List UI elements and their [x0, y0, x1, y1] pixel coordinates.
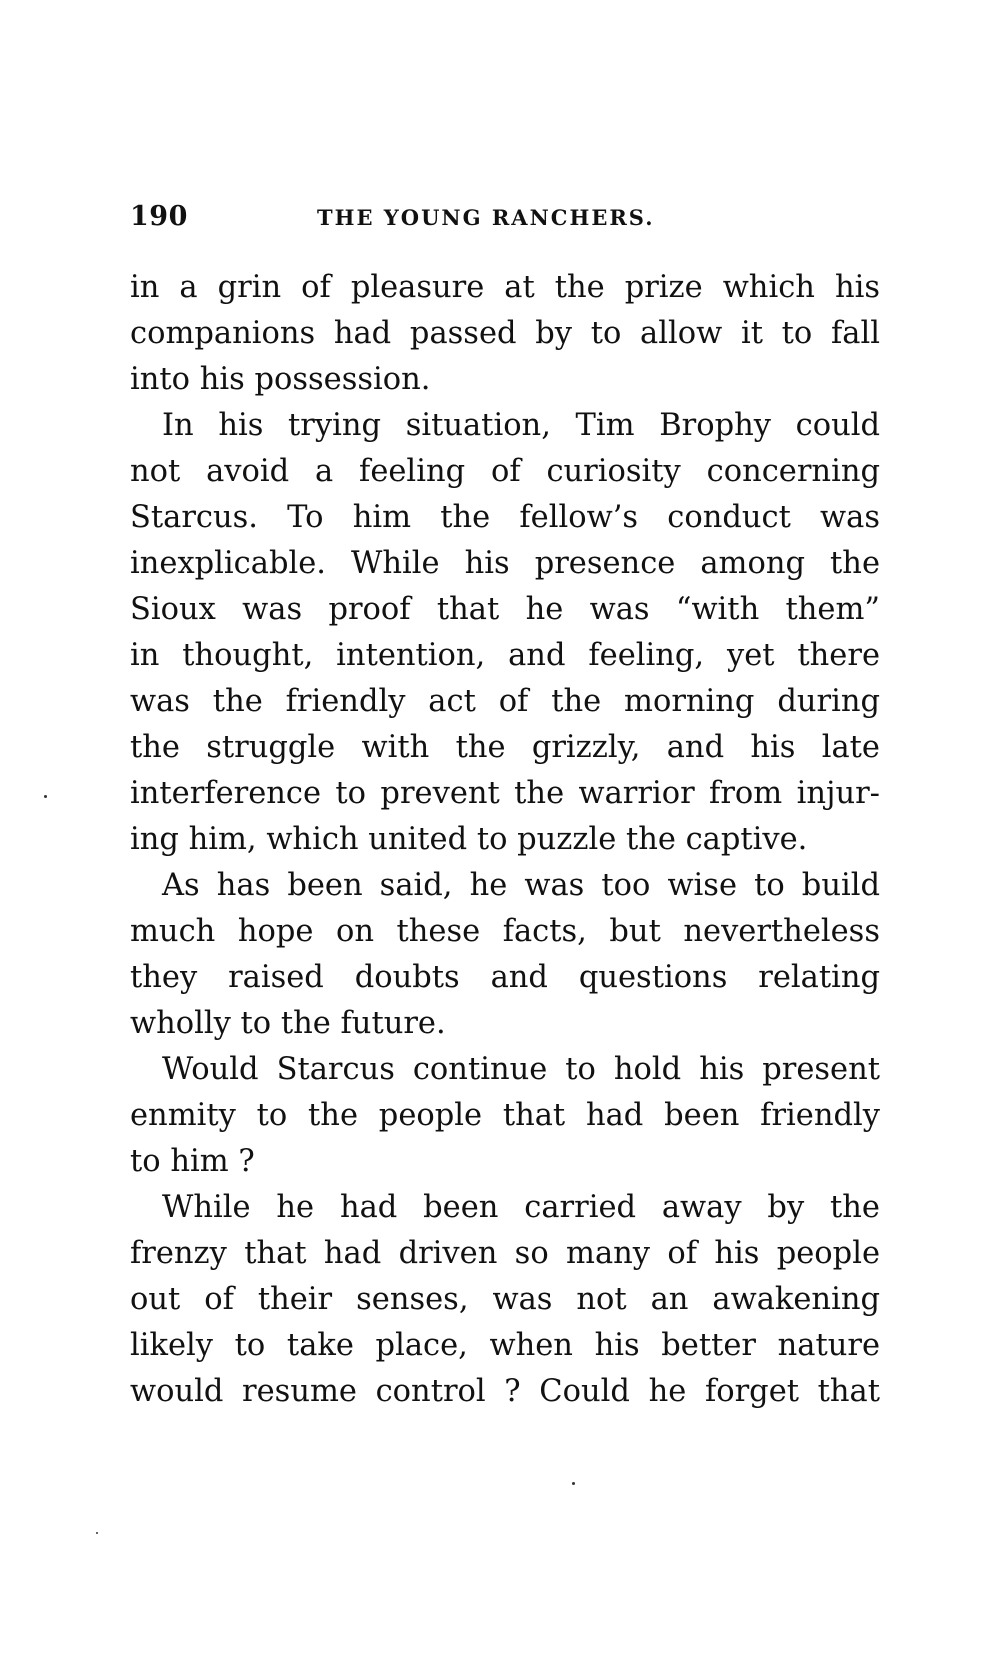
- text-line: enmity to the people that had been friendly: [130, 1098, 880, 1133]
- text-line: Sioux was proof that he was “with them”: [130, 592, 880, 627]
- text-line: ing him, which united to puzzle the captive.: [130, 822, 808, 857]
- paragraph-1: [130, 265, 880, 403]
- page-number: 190: [130, 201, 188, 232]
- text-line: in a grin of pleasure at the prize which his: [130, 270, 880, 305]
- text-line: As has been said, he was too wise to build: [162, 868, 880, 903]
- text-line: interference to prevent the warrior from injur-: [130, 776, 880, 811]
- running-head: THE YOUNG RANCHERS.: [317, 205, 655, 230]
- paper-speck: [96, 1532, 98, 1534]
- text-line: Starcus. To him the fellow’s conduct was: [130, 500, 880, 535]
- paper-speck: [572, 1482, 575, 1485]
- text-line: they raised doubts and questions relating: [130, 960, 880, 995]
- text-line: would resume control ? Could he forget that: [130, 1374, 880, 1409]
- text-line: Would Starcus continue to hold his present: [162, 1052, 880, 1087]
- page-header: [130, 201, 880, 241]
- text-line: companions had passed by to allow it to fall: [130, 316, 880, 351]
- text-line: out of their senses, was not an awakening: [130, 1282, 880, 1317]
- text-line: into his possession.: [130, 362, 431, 397]
- text-line: was the friendly act of the morning during: [130, 684, 880, 719]
- text-line: In his trying situation, Tim Brophy could: [162, 408, 880, 443]
- text-line: to him ?: [130, 1144, 255, 1179]
- paragraph-2: [130, 403, 880, 863]
- body-text: [130, 265, 880, 1415]
- paragraph-3: [130, 863, 880, 1047]
- text-line: much hope on these facts, but nevertheless: [130, 914, 880, 949]
- text-line: the struggle with the grizzly, and his late: [130, 730, 880, 765]
- text-line: likely to take place, when his better nature: [130, 1328, 880, 1363]
- text-line: frenzy that had driven so many of his people: [130, 1236, 880, 1271]
- text-line: While he had been carried away by the: [162, 1190, 880, 1225]
- text-line: not avoid a feeling of curiosity concerning: [130, 454, 880, 489]
- text-line: in thought, intention, and feeling, yet there: [130, 638, 880, 673]
- paragraph-5: [130, 1185, 880, 1415]
- paper-speck: [44, 795, 47, 798]
- text-line: wholly to the future.: [130, 1006, 446, 1041]
- text-line: inexplicable. While his presence among the: [130, 546, 880, 581]
- paragraph-4: [130, 1047, 880, 1185]
